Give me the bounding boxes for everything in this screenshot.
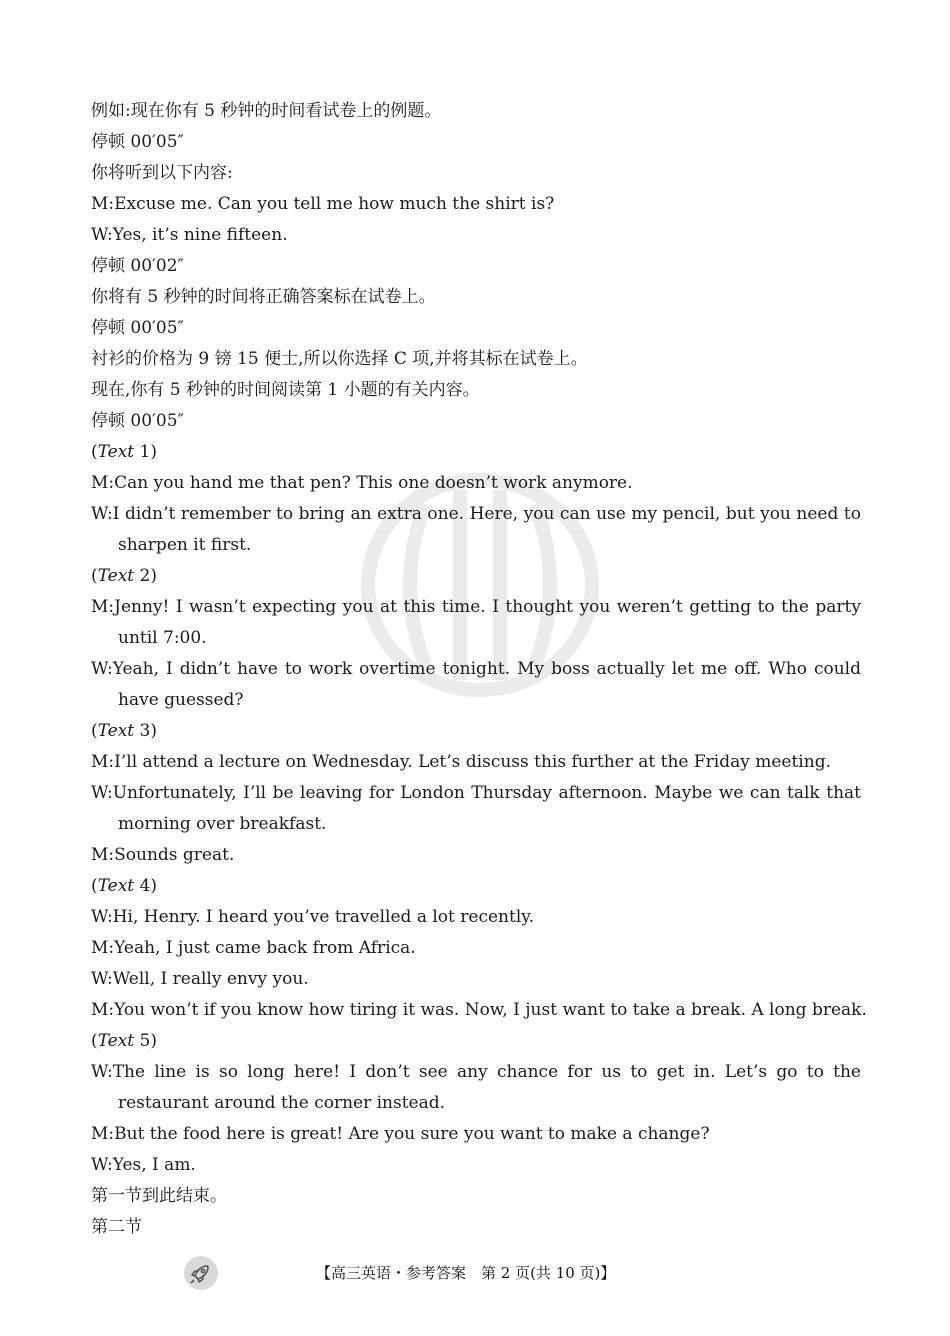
dialogue-paragraph: W:I didn’t remember to bring an extra one. Here, you can use my pencil, but you need to sharpen it first. [91,504,861,555]
text-heading-number: 1 [134,442,151,462]
transcript-line: 衬衫的价格为 9 镑 15 便士,所以你选择 C 项,并将其标在试卷上。 [91,349,588,369]
rocket-icon [184,1256,218,1290]
paren: ) [150,442,158,462]
transcript-line: M:Can you hand me that pen? This one doesn’t work anymore. [91,473,633,493]
text-heading [91,561,861,592]
paren: ) [150,721,158,741]
text-heading-number: 3 [134,721,151,741]
transcript-line: W:Well, I really envy you. [91,969,309,989]
paren: ( [91,876,98,896]
text-heading-number: 4 [134,876,151,896]
transcript-line: 第二节 [91,1217,142,1237]
text-heading-word: Text [97,721,135,741]
transcript-line: M:Sounds great. [91,845,235,865]
text-heading [91,1026,861,1057]
dialogue-paragraph: M:Jenny! I wasn’t expecting you at this time. I thought you weren’t getting to the party until 7:00. [91,597,861,648]
transcript-line: 停顿 00′05″ [91,318,184,338]
paren: ( [91,1031,98,1051]
transcript-line: 你将有 5 秒钟的时间将正确答案标在试卷上。 [91,287,436,307]
transcript-line: 你将听到以下内容: [91,163,233,183]
text-heading-number: 5 [134,1031,151,1051]
transcript-line: 停顿 00′05″ [91,132,184,152]
text-heading-word: Text [97,566,135,586]
transcript-line: M:I’ll attend a lecture on Wednesday. Let’s discuss this further at the Friday meeting. [91,752,831,772]
transcript-line: M:But the food here is great! Are you sure you want to make a change? [91,1124,710,1144]
dialogue-paragraph: W:The line is so long here! I don’t see any chance for us to get in. Let’s go to the restaurant around the corner instead. [91,1062,861,1113]
transcript-line: M:Yeah, I just came back from Africa. [91,938,416,958]
text-heading-number: 2 [134,566,151,586]
footer-page-info: 【高三英语・参考答案 第 2 页(共 10 页)】 [316,1264,616,1282]
transcript-line: W:Hi, Henry. I heard you’ve travelled a lot recently. [91,907,535,927]
paren: ) [150,566,158,586]
transcript-line: 现在,你有 5 秒钟的时间阅读第 1 小题的有关内容。 [91,380,480,400]
answer-transcript [91,96,867,1243]
text-heading [91,716,861,747]
transcript-line: M:You won’t if you know how tiring it was. Now, I just want to take a break. A long break. [91,1000,867,1020]
text-heading-word: Text [97,442,135,462]
page-footer [0,1258,950,1288]
transcript-line: 例如:现在你有 5 秒钟的时间看试卷上的例题。 [91,101,442,121]
transcript-line: 停顿 00′05″ [91,411,184,431]
transcript-line: W:Yes, it’s nine fifteen. [91,225,288,245]
paren: ( [91,566,98,586]
text-heading-word: Text [97,1031,135,1051]
paren: ( [91,442,98,462]
text-heading-word: Text [97,876,135,896]
transcript-line: 停顿 00′02″ [91,256,184,276]
transcript-line: 第一节到此结束。 [91,1186,227,1206]
text-heading [91,871,861,902]
dialogue-paragraph: W:Yeah, I didn’t have to work overtime tonight. My boss actually let me off. Who could have guessed? [91,659,861,710]
transcript-line: M:Excuse me. Can you tell me how much the shirt is? [91,194,555,214]
paren: ) [150,876,158,896]
transcript-line: W:Yes, I am. [91,1155,196,1175]
text-heading [91,437,861,468]
dialogue-paragraph: W:Unfortunately, I’ll be leaving for London Thursday afternoon. Maybe we can talk that morning over breakfast. [91,783,861,834]
paren: ) [150,1031,158,1051]
paren: ( [91,721,98,741]
